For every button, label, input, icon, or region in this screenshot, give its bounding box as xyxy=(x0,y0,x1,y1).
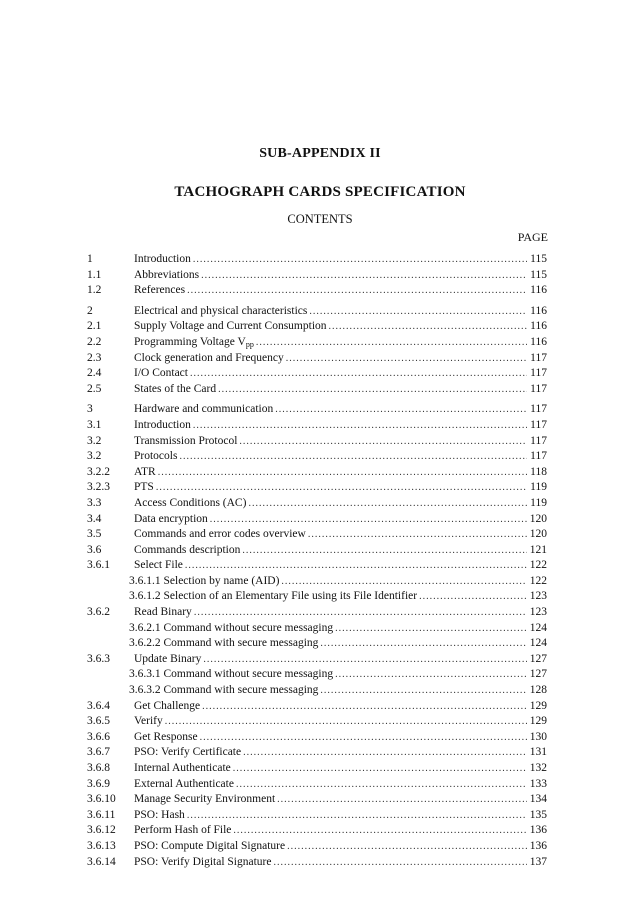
toc-entry xyxy=(87,621,547,637)
toc-entry xyxy=(87,418,547,434)
toc-entry xyxy=(87,283,547,299)
toc-entry xyxy=(87,792,547,808)
toc-dot-leader xyxy=(187,808,527,824)
toc-entry-number: 3.6.6 xyxy=(87,730,110,743)
toc-dot-leader xyxy=(320,636,527,652)
toc-entry-number: 2.2 xyxy=(87,335,102,348)
toc-entry-title: Internal Authenticate xyxy=(134,762,231,774)
toc-dot-leader xyxy=(281,574,527,590)
toc-entry-title: Supply Voltage and Current Consumption xyxy=(134,320,327,333)
toc-entry-title: PSO: Verify Digital Signature xyxy=(134,855,272,868)
table-of-contents xyxy=(87,252,547,870)
toc-entry-number: 3.6.4 xyxy=(87,699,110,712)
toc-entry-title: PTS xyxy=(134,481,154,494)
toc-entry-number: 2 xyxy=(87,304,93,317)
toc-entry-title: Select File xyxy=(134,559,183,572)
toc-dot-leader xyxy=(193,418,527,434)
toc-entry xyxy=(87,855,547,871)
toc-entry-page: 133 xyxy=(529,777,547,790)
toc-entry-title: States of the Card xyxy=(134,382,217,395)
toc-dot-leader xyxy=(203,652,527,668)
toc-entry-title: Programming Voltage Vpp xyxy=(134,335,254,349)
toc-dot-leader xyxy=(202,699,527,715)
toc-entry-title: Get Response xyxy=(134,730,198,743)
toc-entry-page: 118 xyxy=(530,465,547,478)
toc-entry-page: 127 xyxy=(529,652,547,665)
toc-entry-title: Access Conditions (AC) xyxy=(134,496,247,509)
toc-entry xyxy=(87,683,547,699)
toc-entry xyxy=(87,304,547,320)
toc-entry-title: 3.6.2.2 Command with secure messaging xyxy=(129,637,319,650)
toc-entry-title: 3.6.3.1 Command without secure messaging xyxy=(129,668,334,681)
toc-dot-leader xyxy=(239,434,527,450)
toc-entry-title: 3.6.1.2 Selection of an Elementary File using its File Identifier xyxy=(129,590,418,603)
toc-entry-number: 3.6.3 xyxy=(87,652,110,665)
toc-entry-title: Update Binary xyxy=(134,652,202,665)
toc-entry-title: ATR xyxy=(134,465,156,478)
toc-entry-page: 136 xyxy=(529,839,547,852)
toc-entry-number: 3.6.10 xyxy=(87,793,116,806)
toc-entry xyxy=(87,319,547,335)
toc-entry xyxy=(87,366,547,382)
page-title: SUB-APPENDIX II xyxy=(259,146,381,161)
toc-entry-page: 120 xyxy=(529,528,547,541)
toc-entry xyxy=(87,605,547,621)
toc-entry-title: PSO: Compute Digital Signature xyxy=(134,839,286,852)
toc-entry-page: 137 xyxy=(529,855,547,868)
toc-entry-number: 3.5 xyxy=(87,528,102,541)
toc-entry xyxy=(87,699,547,715)
toc-entry-title: 3.6.3.2 Command with secure messaging xyxy=(129,684,319,697)
toc-entry-title: Introduction xyxy=(134,418,191,431)
toc-dot-leader xyxy=(277,792,527,808)
toc-entry xyxy=(87,777,547,793)
toc-entry-number: 2.1 xyxy=(87,320,102,333)
toc-entry xyxy=(87,543,547,559)
toc-dot-leader xyxy=(200,730,527,746)
toc-entry-page: 124 xyxy=(529,637,547,650)
toc-entry xyxy=(87,730,547,746)
toc-entry-title: Manage Security Environment xyxy=(134,793,276,806)
toc-dot-leader xyxy=(233,761,527,777)
toc-entry-number: 3.2.2 xyxy=(87,465,110,478)
toc-entry-page: 120 xyxy=(529,512,547,525)
toc-dot-leader xyxy=(320,683,527,699)
toc-entry-title: Commands description xyxy=(134,543,241,556)
toc-entry xyxy=(87,558,547,574)
toc-entry-page: 131 xyxy=(529,746,547,759)
toc-entry xyxy=(87,402,547,418)
toc-dot-leader xyxy=(185,558,527,574)
toc-entry xyxy=(87,480,547,496)
toc-entry-number: 2.3 xyxy=(87,351,102,364)
toc-entry-page: 117 xyxy=(530,450,547,463)
toc-entry-title: External Authenticate xyxy=(134,777,234,790)
toc-entry-page: 127 xyxy=(529,668,547,681)
toc-dot-leader xyxy=(158,465,527,481)
toc-dot-leader xyxy=(248,496,527,512)
toc-entry xyxy=(87,808,547,824)
toc-entry xyxy=(87,714,547,730)
toc-entry xyxy=(87,268,547,284)
toc-entry-title: Hardware and communication xyxy=(134,403,274,416)
toc-entry-title: Read Binary xyxy=(134,606,192,619)
toc-entry-number: 3 xyxy=(87,403,93,416)
toc-entry-number: 1.1 xyxy=(87,268,102,281)
toc-entry-title: Clock generation and Frequency xyxy=(134,351,284,364)
toc-entry-title: Perform Hash of File xyxy=(134,824,232,837)
toc-dot-leader xyxy=(187,283,527,299)
toc-entry-number: 3.6.12 xyxy=(87,824,116,837)
toc-entry-page: 129 xyxy=(529,699,547,712)
toc-entry-title: PSO: Verify Certificate xyxy=(134,746,242,759)
toc-entry xyxy=(87,434,547,450)
toc-entry-page: 134 xyxy=(529,793,547,806)
page-column-heading: PAGE xyxy=(517,230,548,244)
toc-entry-page: 123 xyxy=(529,590,547,603)
toc-entry-page: 116 xyxy=(530,284,547,297)
toc-entry-number: 2.5 xyxy=(87,382,102,395)
toc-dot-leader xyxy=(309,304,527,320)
toc-entry-title-subscript: pp xyxy=(245,339,254,349)
toc-entry xyxy=(87,351,547,367)
toc-entry xyxy=(87,839,547,855)
document-title: TACHOGRAPH CARDS SPECIFICATION xyxy=(174,184,466,200)
toc-entry xyxy=(87,335,547,351)
toc-entry-number: 3.6.14 xyxy=(87,855,116,868)
toc-entry-title: PSO: Hash xyxy=(134,808,185,821)
toc-entry-page: 117 xyxy=(530,403,547,416)
toc-entry-page: 121 xyxy=(529,543,547,556)
toc-entry-title: References xyxy=(134,284,186,297)
toc-entry-page: 123 xyxy=(529,606,547,619)
toc-entry-number: 3.6.11 xyxy=(87,808,116,821)
toc-dot-leader xyxy=(218,382,527,398)
toc-dot-leader xyxy=(201,268,527,284)
toc-entry-number: 3.4 xyxy=(87,512,102,525)
toc-entry xyxy=(87,745,547,761)
toc-entry xyxy=(87,574,547,590)
toc-entry-page: 117 xyxy=(530,382,547,395)
toc-entry xyxy=(87,652,547,668)
toc-dot-leader xyxy=(233,823,527,839)
toc-entry-number: 3.2.3 xyxy=(87,481,110,494)
toc-entry-number: 1 xyxy=(87,253,93,265)
toc-entry-number: 3.1 xyxy=(87,418,102,431)
toc-entry-title: Get Challenge xyxy=(134,699,201,712)
toc-entry xyxy=(87,636,547,652)
toc-entry-title: Commands and error codes overview xyxy=(134,528,306,541)
toc-entry-page: 119 xyxy=(530,496,547,509)
toc-dot-leader xyxy=(287,839,527,855)
toc-entry-page: 119 xyxy=(530,481,547,494)
toc-dot-leader xyxy=(275,402,527,418)
toc-dot-leader xyxy=(256,335,527,351)
toc-entry xyxy=(87,512,547,528)
toc-dot-leader xyxy=(308,527,527,543)
toc-entry-number: 3.2 xyxy=(87,434,102,447)
toc-entry xyxy=(87,449,547,465)
toc-entry-page: 116 xyxy=(530,304,547,317)
toc-dot-leader xyxy=(194,605,527,621)
toc-dot-leader xyxy=(335,621,527,637)
toc-entry-title: Protocols xyxy=(134,450,178,463)
toc-entry-page: 115 xyxy=(530,253,547,265)
toc-dot-leader xyxy=(243,745,527,761)
toc-entry-number: 3.3 xyxy=(87,496,102,509)
toc-entry-page: 117 xyxy=(530,351,547,364)
toc-dot-leader xyxy=(193,252,527,268)
toc-dot-leader xyxy=(335,667,527,683)
toc-entry-page: 136 xyxy=(529,824,547,837)
toc-entry-page: 117 xyxy=(530,434,547,447)
toc-entry xyxy=(87,667,547,683)
toc-dot-leader xyxy=(179,449,527,465)
toc-entry-title: Introduction xyxy=(134,253,191,265)
toc-entry xyxy=(87,465,547,481)
toc-entry-number: 3.6.2 xyxy=(87,606,110,619)
toc-dot-leader xyxy=(156,480,527,496)
toc-entry-number: 3.6.7 xyxy=(87,746,110,759)
toc-entry-number: 3.6.5 xyxy=(87,715,110,728)
toc-entry-number: 3.6 xyxy=(87,543,102,556)
toc-entry-page: 135 xyxy=(529,808,547,821)
toc-entry-page: 122 xyxy=(529,559,547,572)
toc-entry-page: 117 xyxy=(530,418,547,431)
toc-dot-leader xyxy=(419,589,527,605)
toc-entry-page: 116 xyxy=(530,320,547,333)
toc-entry-page: 116 xyxy=(530,335,547,348)
toc-entry-title: Electrical and physical characteristics xyxy=(134,304,308,317)
toc-entry-title: 3.6.1.1 Selection by name (AID) xyxy=(129,574,280,587)
toc-entry-title: Data encryption xyxy=(134,512,208,525)
toc-entry xyxy=(87,382,547,398)
toc-entry-title: Verify xyxy=(134,715,163,728)
toc-dot-leader xyxy=(286,351,527,367)
toc-entry-page: 128 xyxy=(529,684,547,697)
toc-entry xyxy=(87,496,547,512)
toc-dot-leader xyxy=(329,319,527,335)
toc-entry-page: 130 xyxy=(529,730,547,743)
toc-entry-number: 1.2 xyxy=(87,284,102,297)
toc-entry-page: 115 xyxy=(530,268,547,281)
toc-entry-page: 117 xyxy=(530,367,547,380)
toc-entry-title: 3.6.2.1 Command without secure messaging xyxy=(129,621,334,634)
toc-entry-page: 129 xyxy=(529,715,547,728)
toc-entry-number: 3.6.13 xyxy=(87,839,116,852)
toc-dot-leader xyxy=(190,366,527,382)
toc-entry xyxy=(87,252,547,268)
toc-entry-number: 3.6.1 xyxy=(87,559,110,572)
toc-dot-leader xyxy=(273,855,527,871)
contents-heading: CONTENTS xyxy=(287,212,353,226)
toc-entry-number: 3.2 xyxy=(87,450,102,463)
toc-entry-page: 132 xyxy=(529,762,547,774)
toc-dot-leader xyxy=(236,777,527,793)
toc-entry-title: Transmission Protocol xyxy=(134,434,238,447)
toc-entry-number: 3.6.9 xyxy=(87,777,110,790)
toc-dot-leader xyxy=(210,512,527,528)
toc-entry-number: 3.6.8 xyxy=(87,762,110,774)
toc-entry-title: I/O Contact xyxy=(134,367,188,380)
toc-entry-page: 124 xyxy=(529,621,547,634)
toc-dot-leader xyxy=(165,714,527,730)
toc-entry-title: Abbreviations xyxy=(134,268,200,281)
toc-dot-leader xyxy=(242,543,527,559)
toc-entry-number: 2.4 xyxy=(87,367,102,380)
toc-entry-page: 122 xyxy=(529,574,547,587)
toc-entry xyxy=(87,761,547,777)
toc-entry xyxy=(87,823,547,839)
toc-entry xyxy=(87,589,547,605)
toc-entry xyxy=(87,527,547,543)
